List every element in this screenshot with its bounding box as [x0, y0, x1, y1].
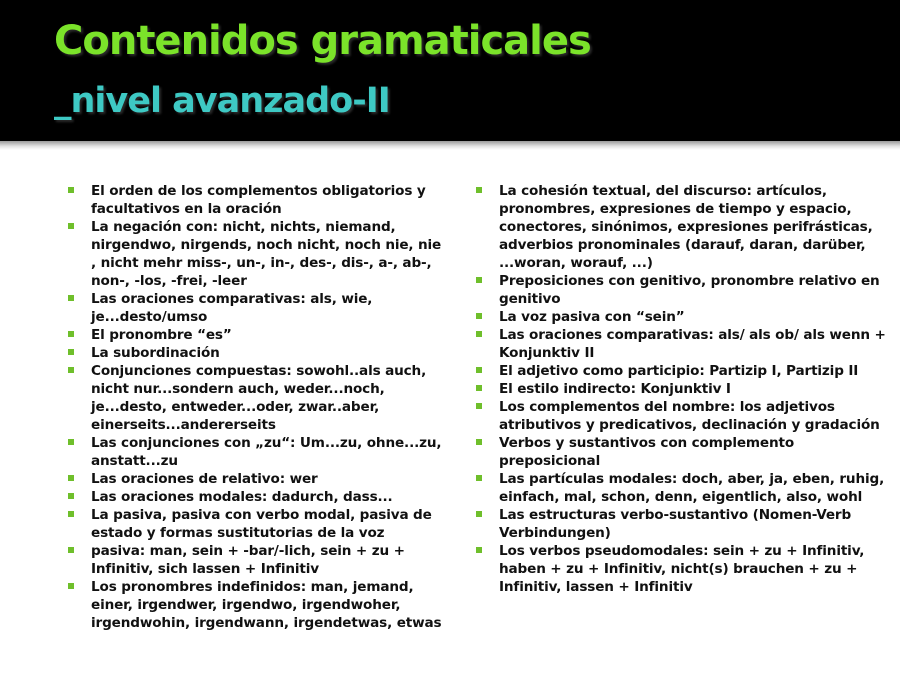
square-bullet-icon	[68, 331, 74, 337]
list-item	[68, 290, 448, 326]
list-item	[476, 326, 886, 362]
list-item-text: Las oraciones de relativo: wer	[91, 471, 318, 487]
list-item-text: La pasiva, pasiva con verbo modal, pasiva de estado y formas sustitutorias de la voz	[91, 507, 432, 541]
list-item-text: pasiva: man, sein + -bar/-lich, sein + zu + Infinitiv, sich lassen + Infinitiv	[91, 543, 405, 577]
square-bullet-icon	[476, 313, 482, 319]
list-item-text: Las oraciones modales: dadurch, dass...	[91, 489, 393, 505]
list-item-text: El pronombre “es”	[91, 327, 232, 343]
square-bullet-icon	[68, 439, 74, 445]
list-item	[68, 506, 448, 542]
list-item	[476, 272, 886, 308]
list-item-text: Las estructuras verbo-sustantivo (Nomen-Verb Verbindungen)	[499, 507, 852, 541]
slide-title-line-1: Contenidos gramaticales	[54, 18, 591, 64]
list-item-text: La subordinación	[91, 345, 220, 361]
list-item	[68, 362, 448, 434]
list-item	[476, 542, 886, 596]
list-item-text: Verbos y sustantivos con complemento preposicional	[499, 435, 795, 469]
square-bullet-icon	[68, 511, 74, 517]
list-item-text: Preposiciones con genitivo, pronombre relativo en genitivo	[499, 273, 880, 307]
square-bullet-icon	[476, 511, 482, 517]
square-bullet-icon	[68, 493, 74, 499]
left-bullet-list	[68, 182, 448, 632]
list-item	[68, 542, 448, 578]
list-item	[68, 578, 448, 632]
list-item-text: El estilo indirecto: Konjunktiv I	[499, 381, 731, 397]
list-item	[476, 380, 886, 398]
list-item-text: El orden de los complementos obligatorios y facultativos en la oración	[91, 183, 426, 217]
list-item-text: Las conjunciones con „zu“: Um...zu, ohne...zu, anstatt...zu	[91, 435, 442, 469]
list-item	[476, 506, 886, 542]
list-item	[476, 308, 886, 326]
list-item-text: Las oraciones comparativas: als, wie, je...desto/umso	[91, 291, 373, 325]
list-item-text: Las oraciones comparativas: als/ als ob/ als wenn + Konjunktiv II	[499, 327, 886, 361]
slide-title-line-2: _nivel avanzado-II	[54, 81, 390, 121]
list-item-text: Conjunciones compuestas: sowohl..als auch, nicht nur...sondern auch, weder...noch, je...desto, entweder...oder, zwar..aber, einerseits...andererseits	[91, 363, 427, 433]
square-bullet-icon	[476, 277, 482, 283]
square-bullet-icon	[68, 367, 74, 373]
list-item-text: Los verbos pseudomodales: sein + zu + Infinitiv, haben + zu + Infinitiv, nicht(s) brauchen + zu + Infinitiv, lassen + Infinitiv	[499, 543, 865, 595]
square-bullet-icon	[476, 385, 482, 391]
title-band	[0, 0, 900, 141]
list-item	[476, 182, 886, 272]
list-item	[68, 326, 448, 344]
list-item	[476, 362, 886, 380]
square-bullet-icon	[476, 187, 482, 193]
list-item-text: La cohesión textual, del discurso: artículos, pronombres, expresiones de tiempo y espacio, conectores, sinónimos, expresiones perifrásticas, adverbios pronominales (darauf, daran, darüber, ...woran, worauf, ...)	[499, 183, 873, 271]
square-bullet-icon	[476, 439, 482, 445]
square-bullet-icon	[68, 349, 74, 355]
list-item	[68, 434, 448, 470]
square-bullet-icon	[68, 547, 74, 553]
square-bullet-icon	[476, 331, 482, 337]
list-item	[476, 434, 886, 470]
list-item	[68, 182, 448, 218]
list-item-text: Los pronombres indefinidos: man, jemand, einer, irgendwer, irgendwo, irgendwoher, irgendwohin, irgendwann, irgendetwas, etwas	[91, 579, 442, 631]
list-item	[476, 398, 886, 434]
square-bullet-icon	[68, 295, 74, 301]
square-bullet-icon	[476, 403, 482, 409]
list-item-text: Las partículas modales: doch, aber, ja, eben, ruhig, einfach, mal, schon, denn, eigentlich, also, wohl	[499, 471, 885, 505]
square-bullet-icon	[68, 223, 74, 229]
square-bullet-icon	[68, 583, 74, 589]
list-item-text: El adjetivo como participio: Partizip I, Partizip II	[499, 363, 859, 379]
square-bullet-icon	[68, 475, 74, 481]
square-bullet-icon	[476, 367, 482, 373]
square-bullet-icon	[476, 475, 482, 481]
list-item	[68, 470, 448, 488]
list-item-text: La negación con: nicht, nichts, niemand, nirgendwo, nirgends, noch nicht, noch nie, nie , nicht mehr miss-, un-, in-, des-, dis-, a-, ab-, non-, -los, -frei, -leer	[91, 219, 442, 289]
list-item	[68, 344, 448, 362]
list-item-text: La voz pasiva con “sein”	[499, 309, 685, 325]
list-item	[68, 488, 448, 506]
list-item	[68, 218, 448, 290]
square-bullet-icon	[476, 547, 482, 553]
title-divider	[0, 141, 900, 150]
right-bullet-list	[476, 182, 886, 596]
list-item	[476, 470, 886, 506]
square-bullet-icon	[68, 187, 74, 193]
list-item-text: Los complementos del nombre: los adjetivos atributivos y predicativos, declinación y gradación	[499, 399, 880, 433]
